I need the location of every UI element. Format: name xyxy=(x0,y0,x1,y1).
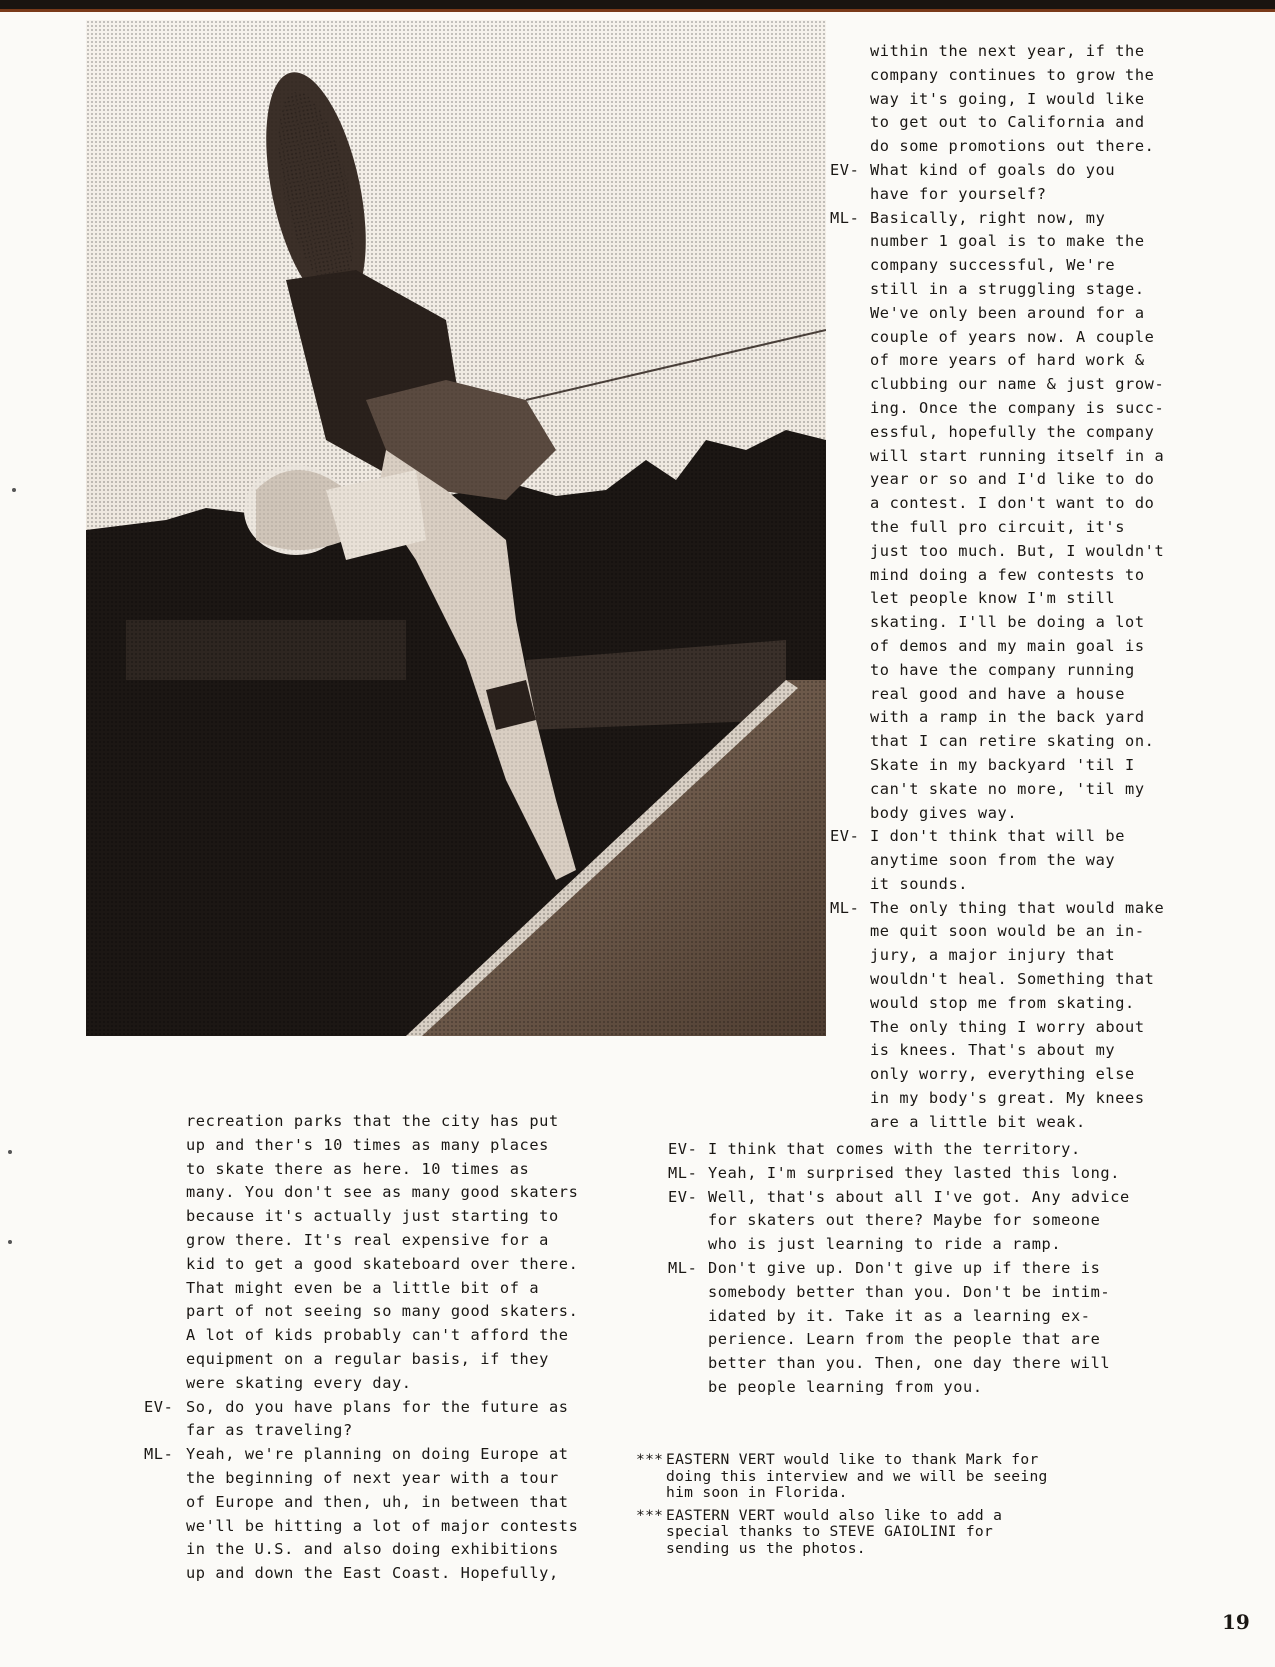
text-line: it sounds. xyxy=(870,874,969,893)
text-line: Don't give up. Don't give up if there is xyxy=(708,1258,1101,1277)
text-line: idated by it. Take it as a learning ex- xyxy=(708,1306,1091,1325)
page-top-edge xyxy=(0,0,1275,18)
text-line: we'll be hitting a lot of major contests xyxy=(186,1516,579,1535)
speaker-tag: ML- xyxy=(830,208,860,227)
text-line: to have the company running xyxy=(870,660,1135,679)
skater-handplant-image xyxy=(86,20,826,1036)
text-line: for skaters out there? Maybe for someone xyxy=(708,1211,1101,1230)
note-line: him soon in Florida. xyxy=(666,1484,848,1501)
speaker-tag: ML- xyxy=(830,898,860,917)
text-line: We've only been around for a xyxy=(870,303,1145,322)
speaker-tag: EV- xyxy=(830,161,860,179)
text-line: jury, a major injury that xyxy=(870,946,1116,965)
text-line: grow there. It's real expensive for a xyxy=(186,1230,549,1249)
text-line: wouldn't heal. Something that xyxy=(870,970,1155,989)
text-line: The only thing that would make xyxy=(870,898,1165,917)
speaker-tag: ML- xyxy=(144,1445,174,1464)
print-speck xyxy=(8,1150,12,1154)
text-line: anytime soon from the way xyxy=(870,851,1116,870)
text-line: number 1 goal is to make the xyxy=(870,232,1145,251)
text-line: Basically, right now, my xyxy=(870,208,1106,227)
text-line: essful, hopefully the company xyxy=(870,422,1155,441)
interview-right-column xyxy=(830,40,1270,1135)
text-line: Skate in my backyard 'til I xyxy=(870,755,1135,774)
speaker-tag: EV- xyxy=(668,1140,698,1158)
note-line: EASTERN VERT would like to thank Mark for xyxy=(666,1451,1039,1468)
text-line: of more years of hard work & xyxy=(870,351,1145,370)
speaker-tag: EV- xyxy=(668,1187,698,1206)
text-line: mind doing a few contests to xyxy=(870,565,1145,584)
text-line: just too much. But, I wouldn't xyxy=(870,541,1165,560)
note-prefix: *** xyxy=(636,1451,664,1468)
text-line: in the U.S. and also doing exhibitions xyxy=(186,1540,559,1559)
speaker-tag: EV- xyxy=(144,1397,174,1416)
text-line: Well, that's about all I've got. Any advice xyxy=(708,1187,1130,1206)
text-line: Yeah, we're planning on doing Europe at xyxy=(186,1445,569,1464)
text-line: up and down the East Coast. Hopefully, xyxy=(186,1564,559,1583)
text-line: company successful, We're xyxy=(870,256,1116,275)
text-line: I think that comes with the territory. xyxy=(708,1140,1081,1158)
text-line: part of not seeing so many good skaters. xyxy=(186,1302,579,1321)
text-line: Yeah, I'm surprised they lasted this long. xyxy=(708,1163,1120,1182)
text-line: the full pro circuit, it's xyxy=(870,517,1126,536)
text-line: will start running itself in a xyxy=(870,446,1165,465)
page-number: 19 xyxy=(1222,1610,1250,1634)
text-line: better than you. Then, one day there will xyxy=(708,1354,1111,1373)
speaker-tag: EV- xyxy=(830,827,860,846)
text-line: in my body's great. My knees xyxy=(870,1089,1145,1108)
thank-you-notes xyxy=(636,1451,1048,1563)
text-line: were skating every day. xyxy=(186,1373,412,1392)
text-line: can't skate no more, 'til my xyxy=(870,779,1145,798)
text-line: the beginning of next year with a tour xyxy=(186,1468,559,1487)
speaker-tag: ML- xyxy=(668,1163,698,1182)
text-line: to get out to California and xyxy=(870,113,1145,132)
text-line: skating. I'll be doing a lot xyxy=(870,613,1145,632)
text-line: real good and have a house xyxy=(870,684,1126,703)
text-line: let people know I'm still xyxy=(870,589,1116,608)
text-line: many. You don't see as many good skaters xyxy=(186,1183,579,1202)
text-line: recreation parks that the city has put xyxy=(186,1112,559,1130)
text-line: within the next year, if the xyxy=(870,42,1145,60)
note-line: special thanks to STEVE GAIOLINI for xyxy=(666,1523,994,1540)
note-line: sending us the photos. xyxy=(666,1539,866,1557)
text-line: a contest. I don't want to do xyxy=(870,494,1155,513)
text-line: that I can retire skating on. xyxy=(870,732,1155,751)
text-line: perience. Learn from the people that are xyxy=(708,1330,1101,1349)
text-line: of Europe and then, uh, in between that xyxy=(186,1492,569,1511)
note-item xyxy=(636,1506,1048,1558)
text-line: to skate there as here. 10 times as xyxy=(186,1159,530,1178)
text-line: The only thing I worry about xyxy=(870,1017,1145,1036)
skater-photo xyxy=(86,20,826,1036)
text-line: I don't think that will be xyxy=(870,827,1126,846)
text-line: way it's going, I would like xyxy=(870,89,1145,108)
interview-middle-column xyxy=(668,1138,1208,1400)
text-line: would stop me from skating. xyxy=(870,993,1135,1012)
text-line: with a ramp in the back yard xyxy=(870,708,1145,727)
text-line: clubbing our name & just grow- xyxy=(870,375,1165,394)
text-line: What kind of goals do you xyxy=(870,160,1116,179)
text-line: That might even be a little bit of a xyxy=(186,1278,540,1297)
text-line: have for yourself? xyxy=(870,184,1047,203)
text-line: me quit soon would be an in- xyxy=(870,922,1145,941)
note-line: doing this interview and we will be seeing xyxy=(666,1467,1048,1485)
text-line: are a little bit weak. xyxy=(870,1112,1086,1131)
text-line: still in a struggling stage. xyxy=(870,279,1145,298)
text-line: who is just learning to ride a ramp. xyxy=(708,1235,1062,1254)
note-item xyxy=(636,1451,1048,1502)
text-line: because it's actually just starting to xyxy=(186,1207,559,1226)
interview-left-column xyxy=(144,1110,626,1586)
speaker-tag: ML- xyxy=(668,1259,698,1277)
text-line: body gives way. xyxy=(870,803,1018,822)
text-line: somebody better than you. Don't be intim- xyxy=(708,1282,1111,1301)
text-line: A lot of kids probably can't afford the xyxy=(186,1326,569,1345)
print-speck xyxy=(8,1240,12,1244)
text-line: is knees. That's about my xyxy=(870,1041,1116,1060)
text-line: year or so and I'd like to do xyxy=(870,470,1155,489)
text-line: only worry, everything else xyxy=(870,1065,1135,1084)
text-line: So, do you have plans for the future as xyxy=(186,1397,569,1416)
text-line: of demos and my main goal is xyxy=(870,636,1145,655)
text-line: up and ther's 10 times as many places xyxy=(186,1135,549,1154)
text-line: couple of years now. A couple xyxy=(870,327,1155,346)
text-line: company continues to grow the xyxy=(870,65,1155,84)
note-prefix: *** xyxy=(636,1506,664,1524)
text-line: kid to get a good skateboard over there. xyxy=(186,1254,579,1273)
text-line: do some promotions out there. xyxy=(870,137,1155,156)
text-line: ing. Once the company is succ- xyxy=(870,398,1165,417)
text-line: equipment on a regular basis, if they xyxy=(186,1349,549,1368)
text-line: far as traveling? xyxy=(186,1421,353,1440)
text-line: be people learning from you. xyxy=(708,1377,983,1396)
note-line: EASTERN VERT would also like to add a xyxy=(666,1506,1003,1524)
print-speck xyxy=(12,488,16,492)
